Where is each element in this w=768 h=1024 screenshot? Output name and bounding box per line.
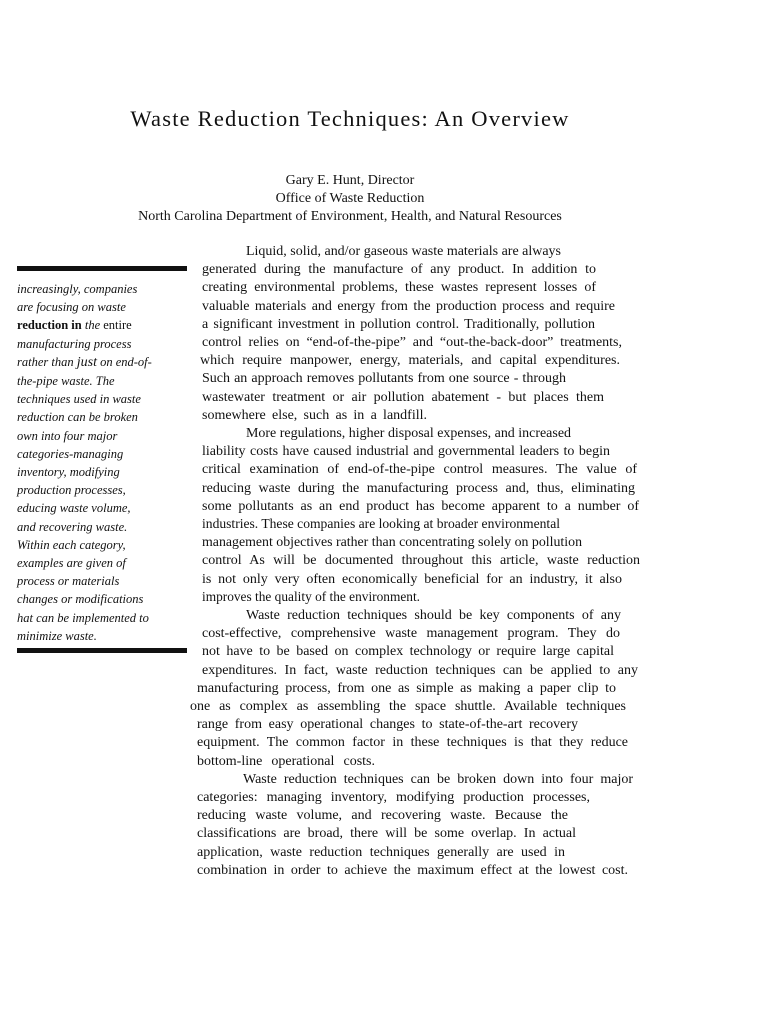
paragraph-line: valuable materials and energy from the production process and require — [202, 298, 615, 314]
paragraph-first-line: Liquid, solid, and/or gaseous waste materials are always — [246, 244, 561, 259]
sidebar-bold-text: reduction in — [17, 318, 82, 333]
paragraph-line: industries. These companies are looking at broader environmental — [202, 517, 560, 532]
paragraph-line: liability costs have caused industrial and governmental leaders to begin — [202, 444, 610, 460]
page-title: Waste Reduction Techniques: An Overview — [130, 106, 570, 131]
paragraph-line: control As will be documented throughout this article, waste reduction — [202, 553, 640, 569]
paragraph-line: reducing waste volume, and recovering waste. Because the — [197, 808, 568, 824]
sidebar-line: reduction can be broken — [17, 410, 138, 425]
paragraph-line: combination in order to achieve the maximum effect at the lowest cost. — [197, 862, 628, 878]
paragraph-line: range from easy operational changes to state-of-the-art recovery — [197, 717, 578, 733]
author-office: Office of Waste Reduction — [275, 191, 425, 206]
sidebar-line: minimize waste. — [17, 628, 97, 643]
paragraph-first-line: More regulations, higher disposal expenses, and increased — [246, 426, 571, 441]
sidebar-line: Within each category, — [17, 537, 126, 552]
sidebar-top-rule — [17, 266, 187, 271]
sidebar-line: inventory, modifying — [17, 465, 120, 480]
paragraph-line: creating environmental problems, these wastes represent losses of — [202, 280, 596, 296]
sidebar-line: production processes, — [17, 483, 126, 498]
paragraph-line: classifications are broad, there will be some overlap. In actual — [197, 826, 576, 842]
sidebar-line: and recovering waste. — [17, 519, 128, 534]
sidebar-line: the-pipe waste. The — [17, 374, 115, 389]
paragraph-line: manufacturing process, from one as simple as making a paper clip to — [197, 680, 616, 696]
paragraph-line: wastewater treatment or air pollution abatement - but places them — [202, 389, 604, 405]
paragraph-line: bottom-line operational costs. — [197, 753, 375, 769]
author-name: Gary E. Hunt, Director — [285, 173, 415, 188]
author-department: North Carolina Department of Environment, Health, and Natural Resources — [138, 209, 562, 224]
paragraph-line: application, waste reduction techniques generally are used in — [197, 844, 565, 860]
sidebar-line: process or materials — [17, 574, 120, 589]
sidebar-bottom-rule — [17, 648, 187, 653]
paragraph-line: cost-effective, comprehensive waste management program. They do — [202, 626, 620, 642]
paragraph-line: not have to be based on complex technology or require large capital — [202, 644, 614, 660]
paragraph-line: generated during the manufacture of any product. In addition to — [202, 262, 596, 278]
sidebar-line: increasingly, companies — [17, 282, 138, 296]
paragraph-line: a significant investment in pollution control. Traditionally, pollution — [202, 316, 595, 332]
sidebar-line: hat can be implemented to — [17, 610, 149, 625]
sidebar-line: manufacturing process — [17, 336, 132, 351]
paragraph-first-line: Waste reduction techniques should be key components of any — [246, 608, 621, 623]
paragraph-line: some pollutants as an end product has become apparent to a number of — [202, 498, 639, 514]
sidebar-line: changes or modifications — [17, 592, 144, 607]
paragraph-line: equipment. The common factor in these techniques is that they reduce — [197, 735, 628, 751]
sidebar-line: rather than just on end-of- — [17, 354, 152, 370]
paragraph-line: categories: managing inventory, modifying production processes, — [197, 790, 590, 805]
paragraph-line: somewhere else, such as in a landfill. — [202, 407, 427, 423]
paragraph-line: reducing waste during the manufacturing process and, thus, eliminating — [202, 480, 635, 496]
paragraph-line: is not only very often economically beneficial for an industry, it also — [202, 571, 622, 587]
paragraph-line: critical examination of end-of-the-pipe control measures. The value of — [202, 462, 637, 478]
sidebar-line: reduction in the entire — [17, 318, 132, 333]
paragraph-line: one as complex as assembling the space shuttle. Available techniques — [190, 699, 626, 714]
byline — [0, 172, 700, 226]
paragraph-line: improves the quality of the environment. — [202, 589, 420, 605]
paragraph-line: control relies on “end-of-the-pipe” and “out-the-back-door” treatments, — [202, 335, 622, 350]
paragraph-line: management objectives rather than concentrating solely on pollution — [202, 535, 582, 551]
paragraph-line: expenditures. In fact, waste reduction techniques can be applied to any — [202, 662, 638, 678]
paragraph-first-line: Waste reduction techniques can be broken down into four major — [243, 771, 633, 787]
sidebar-line: educing waste volume, — [17, 501, 131, 516]
sidebar-line: examples are given of — [17, 556, 126, 571]
sidebar-line: techniques used in waste — [17, 392, 141, 407]
paragraph-line: Such an approach removes pollutants from one source - through — [202, 371, 566, 387]
sidebar-line: categories-managing — [17, 446, 124, 461]
sidebar-line: own into four major — [17, 428, 118, 443]
sidebar-line: are focusing on waste — [17, 300, 126, 315]
paragraph-line: which require manpower, energy, materials, and capital expenditures. — [200, 353, 620, 369]
pull-quote-sidebar — [17, 280, 192, 645]
